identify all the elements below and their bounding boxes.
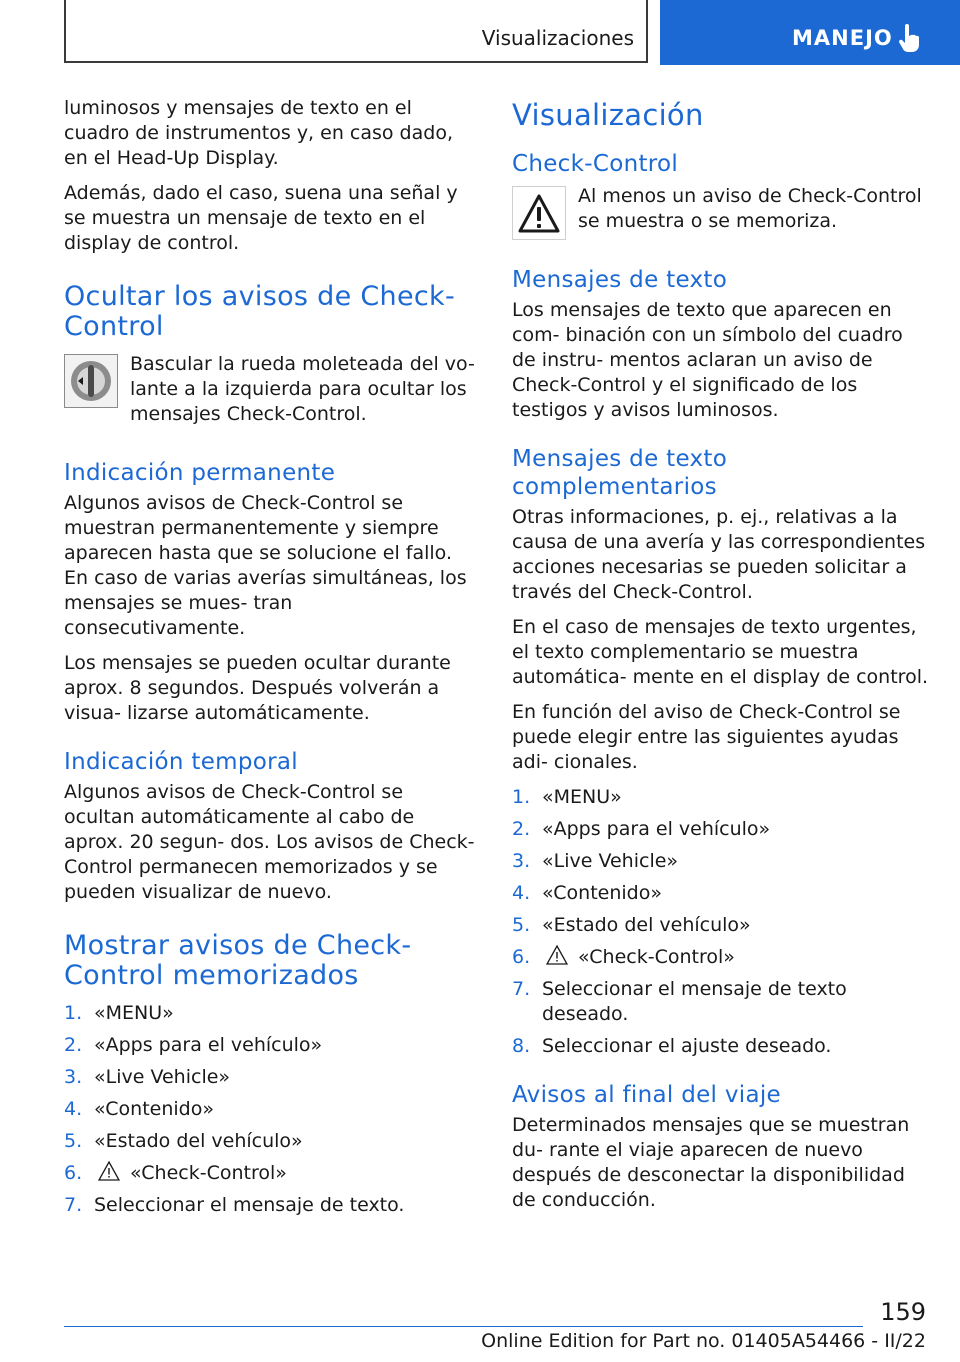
hide-instruction [64, 352, 476, 437]
right-column [512, 96, 928, 1223]
list-item: 8. Seleccionar el ajuste deseado. [512, 1035, 832, 1057]
hand-pointer-icon [898, 24, 922, 54]
supplementary-paragraph-2: En el caso de mensajes de texto urgentes, el texto complementario se muestra automática- mente en el display de control. [512, 616, 929, 688]
list-item: 5. «Estado del vehículo» [512, 914, 751, 936]
temporary-paragraph: Algunos avisos de Check-Control se ocultan automáticamente al cabo de aprox. 20 segun- dos. Los avisos de Check-Control permanecen memorizados y se pueden visualizar de nuevo. [64, 781, 475, 903]
warning-triangle-icon [512, 186, 566, 240]
list-item: 6. «Check-Control» [512, 946, 735, 968]
supplementary-paragraph-3: En función del aviso de Check-Control se puede elegir entre las siguientes ayudas adi- cionales. [512, 701, 901, 773]
warning-triangle-icon [546, 945, 568, 965]
list-item: 7. Seleccionar el mensaje de texto. [64, 1194, 405, 1216]
permanent-paragraph-1: Algunos avisos de Check-Control se muestran permanentemente y siempre aparecen hasta que se solucione el fallo. En caso de varias averías simultáneas, los mensajes se mues- tran consecutivamente. [64, 492, 467, 639]
check-control-heading: Check-Control [512, 151, 679, 177]
text-messages-paragraph: Los mensajes de texto que aparecen en com- binación con un símbolo del cuadro de instru- mentos aclaran un aviso de Check-Control y el significado de los testigos y avisos luminosos. [512, 299, 903, 421]
chapter-title: Visualizaciones [481, 26, 634, 50]
list-item: 7. Seleccionar el mensaje de texto deseado. [512, 978, 847, 1025]
intro-paragraph-1: luminosos y mensajes de texto en el cuadro de instrumentos y, en caso dado, en el Head-Up Display. [64, 97, 453, 169]
show-stored-steps [64, 1001, 476, 1218]
hide-heading: Ocultar los avisos de Check-Control [64, 281, 455, 342]
permanent-paragraph-2: Los mensajes se pueden ocultar durante aprox. 8 segundos. Después volverán a visua- lizarse automáticamente. [64, 652, 451, 724]
left-column [64, 96, 476, 1225]
text-messages-heading: Mensajes de texto [512, 267, 728, 293]
check-control-text: Al menos un aviso de Check-Control se muestra o se memoriza. [578, 185, 922, 232]
supplementary-paragraph-1: Otras informaciones, p. ej., relativas a la causa de una avería y las correspondientes acciones necesarias se pueden solicitar a través del Check-Control. [512, 506, 926, 603]
supplementary-steps [512, 785, 928, 1059]
list-item: 2. «Apps para el vehículo» [64, 1034, 323, 1056]
page-number: 159 [880, 1298, 926, 1326]
section-label: MANEJO [792, 26, 893, 50]
list-item: 4. «Contenido» [512, 882, 662, 904]
check-control-info [512, 184, 928, 244]
end-of-trip-paragraph: Determinados mensajes que se muestran du- rante el viaje aparecen de nuevo después de desconectar la disponibilidad de conducción. [512, 1114, 910, 1211]
list-item: 4. «Contenido» [64, 1098, 214, 1120]
list-item: 1. «MENU» [64, 1002, 174, 1024]
list-item: 3. «Live Vehicle» [64, 1066, 231, 1088]
warning-triangle-icon [98, 1161, 120, 1181]
list-item: 2. «Apps para el vehículo» [512, 818, 771, 840]
temporary-heading: Indicación temporal [64, 749, 298, 775]
header-section-tab [660, 0, 960, 65]
end-of-trip-heading: Avisos al final del viaje [512, 1082, 781, 1108]
intro-paragraph-2: Además, dado el caso, suena una señal y se muestra un mensaje de texto en el display de control. [64, 182, 458, 254]
header-chapter-box [64, 0, 648, 63]
show-stored-heading: Mostrar avisos de Check-Control memorizados [64, 930, 412, 991]
visualization-heading: Visualización [512, 98, 704, 132]
list-item: 1. «MENU» [512, 786, 622, 808]
supplementary-heading: Mensajes de texto complementarios [512, 446, 728, 500]
thumbwheel-icon [64, 354, 118, 408]
hide-text: Bascular la rueda moleteada del vo- lante a la izquierda para ocultar los mensajes Check-Control. [130, 353, 475, 425]
permanent-heading: Indicación permanente [64, 460, 336, 486]
list-item: 5. «Estado del vehículo» [64, 1130, 303, 1152]
footer-edition: Online Edition for Part no. 01405A54466 - II/22 [481, 1330, 926, 1352]
footer-divider [64, 1326, 863, 1327]
list-item: 3. «Live Vehicle» [512, 850, 679, 872]
list-item: 6. «Check-Control» [64, 1162, 287, 1184]
